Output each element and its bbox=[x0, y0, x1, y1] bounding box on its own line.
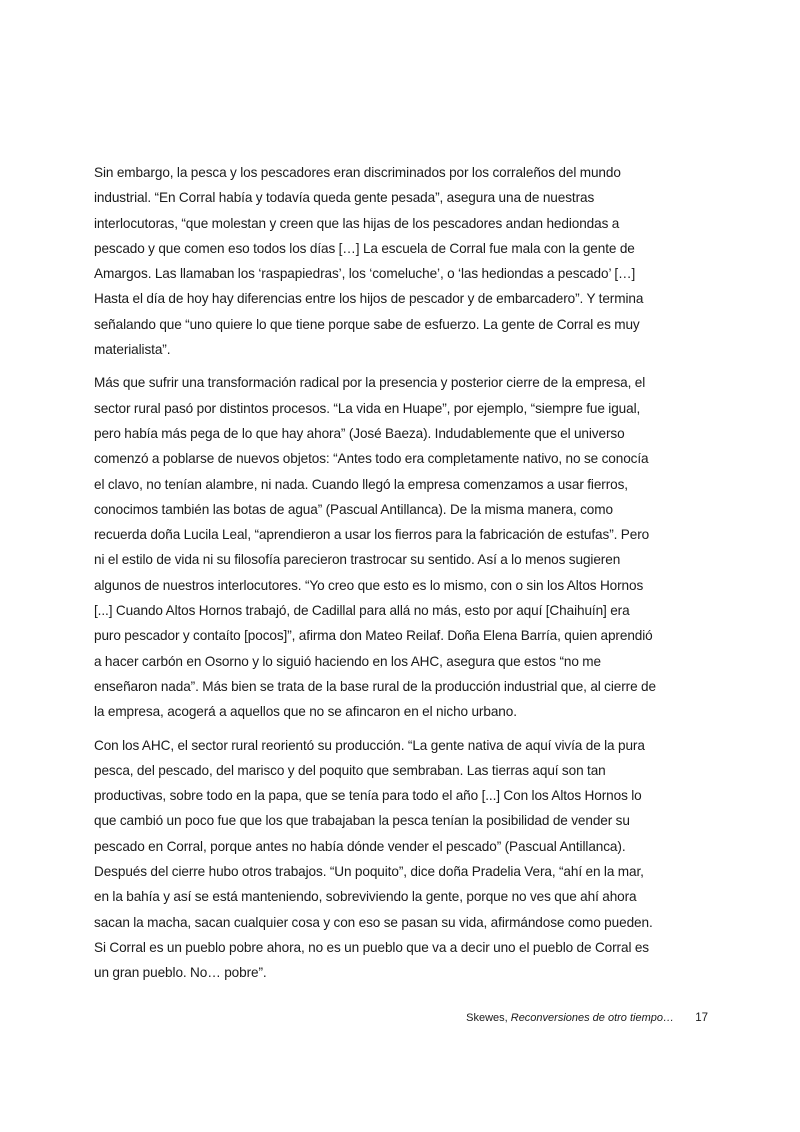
text-line: un gran pueblo. No… pobre”. bbox=[94, 965, 267, 981]
text-line: señalando que “uno quiere lo que tiene porque sabe de esfuerzo. La gente de Corral es muy bbox=[94, 316, 640, 332]
footer-author: Skewes, bbox=[466, 1012, 511, 1024]
text-line: algunos de nuestros interlocutores. “Yo creo que esto es lo mismo, con o sin los Altos Hornos bbox=[94, 577, 644, 593]
text-line: materialista”. bbox=[94, 342, 171, 358]
text-line: Hasta el día de hoy hay diferencias entre los hijos de pescador y de embarcadero”. Y termina bbox=[94, 291, 644, 307]
text-line: a hacer carbón en Osorno y lo siguió haciendo en los AHC, asegura que estos “no me bbox=[94, 653, 601, 669]
text-line: que cambió un poco fue que los que trabajaban la pesca tenían la posibilidad de vender su bbox=[94, 813, 630, 829]
text-line: pesca, del pescado, del marisco y del poquito que sembraban. Las tierras aquí son tan bbox=[94, 762, 606, 778]
page-number: 17 bbox=[695, 1012, 708, 1024]
text-line: Sin embargo, la pesca y los pescadores eran discriminados por los corraleños del mundo bbox=[94, 165, 621, 180]
paragraph-1 bbox=[94, 160, 710, 362]
text-line: puro pescador y contaíto [pocos]”, afirma don Mateo Reilaf. Doña Elena Barría, quien aprendió bbox=[94, 628, 653, 644]
text-line: [...] Cuando Altos Hornos trabajó, de Cadillal para allá no más, esto por aquí [Chaihuín] era bbox=[94, 603, 630, 619]
text-line: pescado y que comen eso todos los días […] La escuela de Corral fue mala con la gente de bbox=[94, 240, 635, 256]
text-line: el clavo, no tenían alambre, ni nada. Cuando llegó la empresa comenzamos a usar fierros, bbox=[94, 476, 628, 492]
footer-citation bbox=[466, 1012, 674, 1024]
text-line: recuerda doña Lucila Leal, “aprendieron a usar los fierros para la fabricación de estufas”. Pero bbox=[94, 527, 650, 543]
text-line: Si Corral es un pueblo pobre ahora, no es un pueblo que va a decir uno el pueblo de Corral es bbox=[94, 939, 649, 955]
text-line: conocimos también las botas de agua” (Pascual Antillanca). De la misma manera, como bbox=[94, 501, 613, 517]
text-line: pescado en Corral, porque antes no había dónde vender el pescado” (Pascual Antillanca). bbox=[94, 838, 626, 854]
text-line: industrial. “En Corral había y todavía queda gente pesada”, asegura una de nuestras bbox=[94, 190, 595, 206]
text-line: ni el estilo de vida ni su filosofía parecieron trastrocar su sentido. Así a lo menos sugieren bbox=[94, 552, 621, 568]
text-line: Más que sufrir una transformación radical por la presencia y posterior cierre de la empresa, el bbox=[94, 375, 646, 391]
text-line: enseñaron nada”. Más bien se trata de la base rural de la producción industrial que, al cierre de bbox=[94, 678, 656, 694]
text-line: productivas, sobre todo en la papa, que se tenía para todo el año [...] Con los Altos Hornos lo bbox=[94, 788, 642, 804]
text-line: interlocutoras, “que molestan y creen que las hijas de los pescadores andan hediondas a bbox=[94, 215, 620, 231]
paragraph-2 bbox=[94, 370, 710, 724]
footer-title: Reconversiones de otro tiempo… bbox=[510, 1012, 674, 1024]
text-line: en la bahía y así se está manteniendo, sobreviviendo la gente, porque no ves que ahí ahora bbox=[94, 889, 637, 905]
text-line: sector rural pasó por distintos procesos. “La vida en Huape”, por ejemplo, “siempre fue igual, bbox=[94, 400, 641, 416]
text-line: comenzó a poblarse de nuevos objetos: “Antes todo era completamente nativo, no se conocía bbox=[94, 451, 649, 467]
body-text bbox=[94, 160, 710, 994]
text-line: sacan la macha, sacan cualquier cosa y con eso se pasan su vida, afirmándose como pueden. bbox=[94, 914, 653, 930]
paragraph-3 bbox=[94, 733, 710, 986]
text-line: Después del cierre hubo otros trabajos. “Un poquito”, dice doña Pradelia Vera, “ahí en la mar, bbox=[94, 864, 644, 880]
text-line: Amargos. Las llamaban los ‘raspapiedras’, los ‘comeluche’, o ‘las hediondas a pescado’ […] bbox=[94, 266, 636, 282]
text-line: la empresa, acogerá a aquellos que no se afincaron en el nicho urbano. bbox=[94, 704, 517, 720]
text-line: Con los AHC, el sector rural reorientó su producción. “La gente nativa de aquí vivía de la pura bbox=[94, 737, 645, 753]
text-line: pero había más pega de lo que hay ahora” (José Baeza). Indudablemente que el universo bbox=[94, 425, 625, 441]
